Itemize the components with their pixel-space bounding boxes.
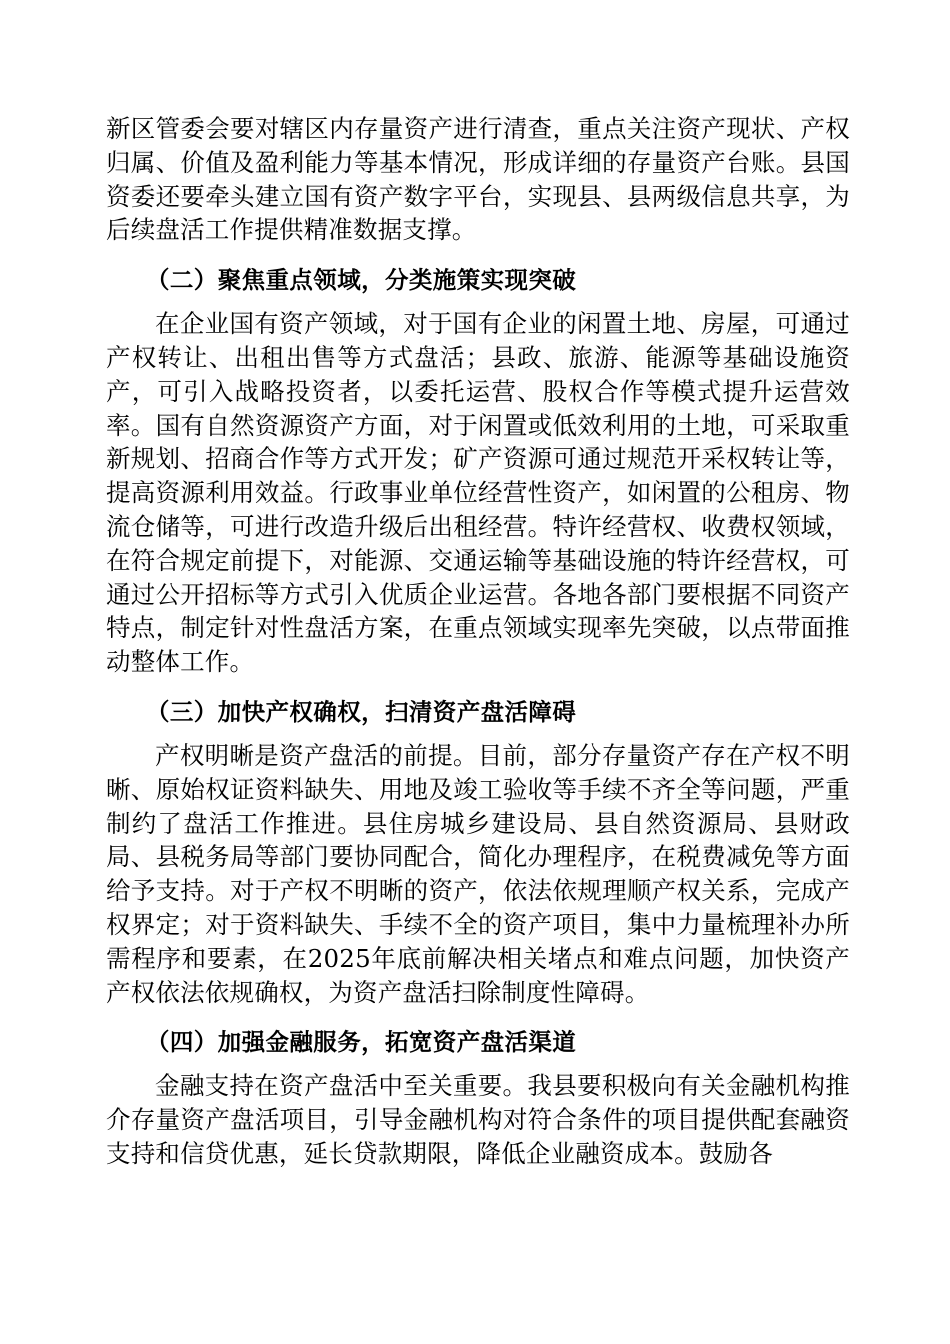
body-paragraph-2: 在企业国有资产领域，对于国有企业的闲置土地、房屋，可通过产权转让、出租出售等方式盘活；县政、旅游、能源等基础设施资产，可引入战略投资者，以委托运营、股权合作等模式提升运营效率。国有自然资源资产方面，对于闲置或低效利用的土地，可采取重新规划、招商合作等方式开发；矿产资源可通过规范开采权转让等，提高资源利用效益。行政事业单位经营性资产，如闲置的公租房、物流仓储等，可进行改造升级后出租经营。特许经营权、收费权领域，在符合规定前提下，对能源、交通运输等基础设施的特许经营权，可通过公开招标等方式引入优质企业运营。各地各部门要根据不同资产特点，制定针对性盘活方案，在重点领域实现率先突破，以点带面推动整体工作。 (106, 309, 850, 677)
body-paragraph-1: 新区管委会要对辖区内存量资产进行清查，重点关注资产现状、产权归属、价值及盈利能力等基本情况，形成详细的存量资产台账。县国资委还要牵头建立国有资产数字平台，实现县、县两级信息共享，为后续盘活工作提供精准数据支撑。 (106, 114, 850, 245)
section-heading-4: （四）加强金融服务，拓宽资产盘活渠道 (146, 1028, 577, 1057)
body-paragraph-3: 产权明晰是资产盘活的前提。目前，部分存量资产存在产权不明晰、原始权证资料缺失、用地及竣工验收等手续不齐全等问题，严重制约了盘活工作推进。县住房城乡建设局、县自然资源局、县财政局、县税务局等部门要协同配合，简化办理程序，在税费减免等方面给予支持。对于产权不明晰的资产，依法依规理顺产权关系，完成产权界定；对于资料缺失、手续不全的资产项目，集中力量梳理补办所需程序和要素，在2025年底前解决相关堵点和难点问题，加快资产产权依法依规确权，为资产盘活扫除制度性障碍。 (106, 740, 850, 1007)
document-page (106, 112, 850, 1171)
section-heading-2: （二）聚焦重点领域，分类施策实现突破 (146, 266, 577, 295)
body-paragraph-4: 金融支持在资产盘活中至关重要。我县要积极向有关金融机构推介存量资产盘活项目，引导金融机构对符合条件的项目提供配套融资支持和信贷优惠，延长贷款期限，降低企业融资成本。鼓励各 (106, 1071, 850, 1168)
section-heading-3: （三）加快产权确权，扫清资产盘活障碍 (146, 697, 577, 726)
